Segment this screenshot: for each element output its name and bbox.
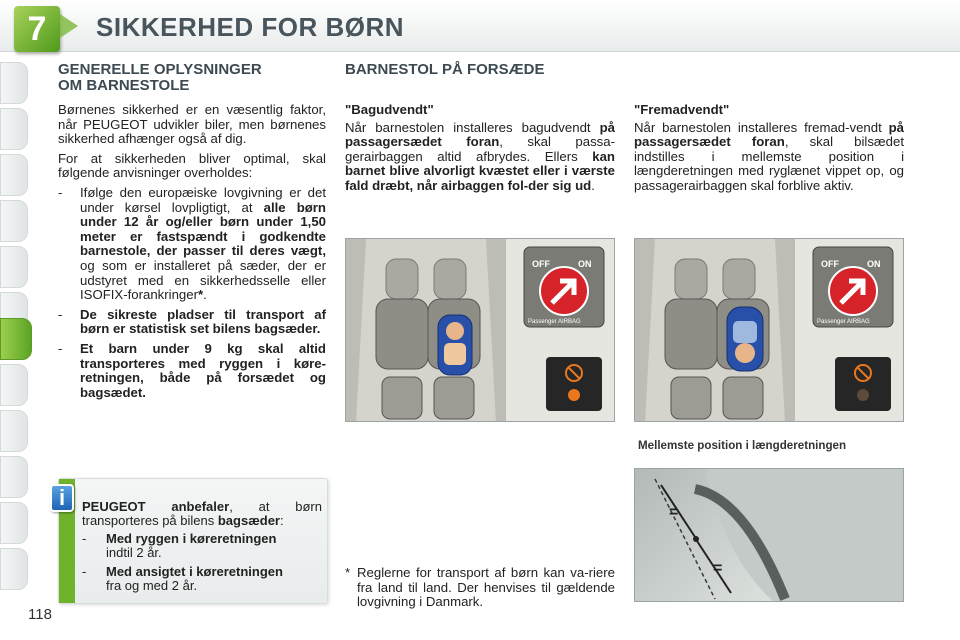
chapter-tab-12[interactable] [0,548,28,590]
intro-paragraph: Børnenes sikkerhed er en væsentlig faktor, når PEUGEOT udvikler biler, men børnenes sikkerhed afhænger også af dig. [58,102,326,147]
chapter-tab-3[interactable] [0,154,28,196]
info-icon: i [50,484,74,512]
list-item: - De sikreste pladser til transport af børn er statistisk set bilens bagsæder. [58,306,326,337]
chapter-tabs [0,62,30,582]
chapter-tab-8[interactable] [0,364,28,406]
forward-facing-car-illustration [634,238,904,422]
general-info-text [58,103,326,405]
chapter-tab-4[interactable] [0,200,28,242]
svg-text:ON: ON [578,259,592,269]
forward-facing-text: "Fremadvendt" Når barnestolen installeres fremad-vendt på passagersædet foran, skal bilsædet indstilles i mellemste position i længderetningen med ryglænet vippet op, og passagerairbaggen skal forblive aktiv. [634,102,904,193]
middle-position-marker [693,536,699,542]
car-interior-diagram [346,239,615,422]
svg-text:OFF: OFF [532,259,550,269]
footnote: * Reglerne for transport af børn kan va-riere fra land til land. Der henvises til gældende lovgivning i Danmark. [345,565,615,610]
rear-facing-subheading: "Bagudvendt" [345,102,434,117]
seat-rail-diagram [635,469,904,602]
seat-position-caption: Mellemste position i længderetningen [638,439,847,452]
svg-text:=: = [669,504,679,521]
baby-seat-forward-facing-icon [727,307,763,371]
section-heading-front-seat: BARNESTOL PÅ FORSÆDE [345,61,545,78]
chapter-tab-10[interactable] [0,456,28,498]
page-number: 118 [28,606,52,623]
car-interior-diagram [635,239,904,422]
rear-facing-text: "Bagudvendt" Når barnestolen installeres bagudvendt på passagersædet foran, skal passa-gerairbaggen altid afbrydes. Ellers kan barnet blive alvorligt kvæstet eller i værste fald dræbt, når airbaggen fol-der sig ud. [345,102,615,193]
svg-text:Passenger AIRBAG: Passenger AIRBAG [528,319,581,325]
forward-facing-subheading: "Fremadvendt" [634,102,730,117]
chapter-tab-11[interactable] [0,502,28,544]
rear-facing-car-illustration [345,238,615,422]
list-item: - Ifølge den europæiske lovgivning er det under kørsel lovpligtigt, at alle børn under 12 år og/eller børn under 1,50 meter er fastspændt i godkendte barnestole, der passer til deres vægt, og som er installeret på sæder, der er udstyret med en sikkerhedsselle eller ISOFIX-forankringer*. [58,184,326,303]
chapter-tab-2[interactable] [0,108,28,150]
airbag-indicator-icon [835,357,891,411]
airbag-off-indicator-icon [546,357,602,411]
seat-position-illustration [634,468,904,602]
chapter-tab-1[interactable] [0,62,28,104]
airbag-switch-icon [813,247,893,327]
section-heading-general: GENERELLE OPLYSNINGER OM BARNESTOLE [58,61,262,94]
svg-text:ON: ON [867,259,881,269]
list-item: - Med ryggen i køreretningen indtil 2 år. [82,531,277,560]
recommendation-text: PEUGEOT anbefaler, at børn transporteres på bilens bagsæder: - Med ryggen i køreretningen indtil 2 år. - Med ansigtet i køreretningen fra og med 2 år. [82,499,322,593]
list-item: - Et barn under 9 kg skal altid transporteres med ryggen i køre-retningen, både på forsædet og bagsædet. [58,340,326,400]
svg-text:OFF: OFF [821,259,839,269]
chapter-tab-7-active[interactable] [0,318,32,360]
svg-text:Passenger AIRBAG: Passenger AIRBAG [817,319,870,325]
airbag-switch-icon [524,247,604,327]
baby-seat-rear-facing-icon [438,315,472,375]
chapter-tab-5[interactable] [0,246,28,288]
instructions-paragraph: For at sikkerheden bliver optimal, skal følgende anvisninger overholdes: [58,150,326,181]
chapter-tab-9[interactable] [0,410,28,452]
svg-text:=: = [713,560,723,577]
chapter-number-badge: 7 [14,6,60,52]
page-title: SIKKERHED FOR BØRN [96,12,405,42]
list-item: - Med ansigtet i køreretningen fra og med 2 år. [82,564,283,593]
